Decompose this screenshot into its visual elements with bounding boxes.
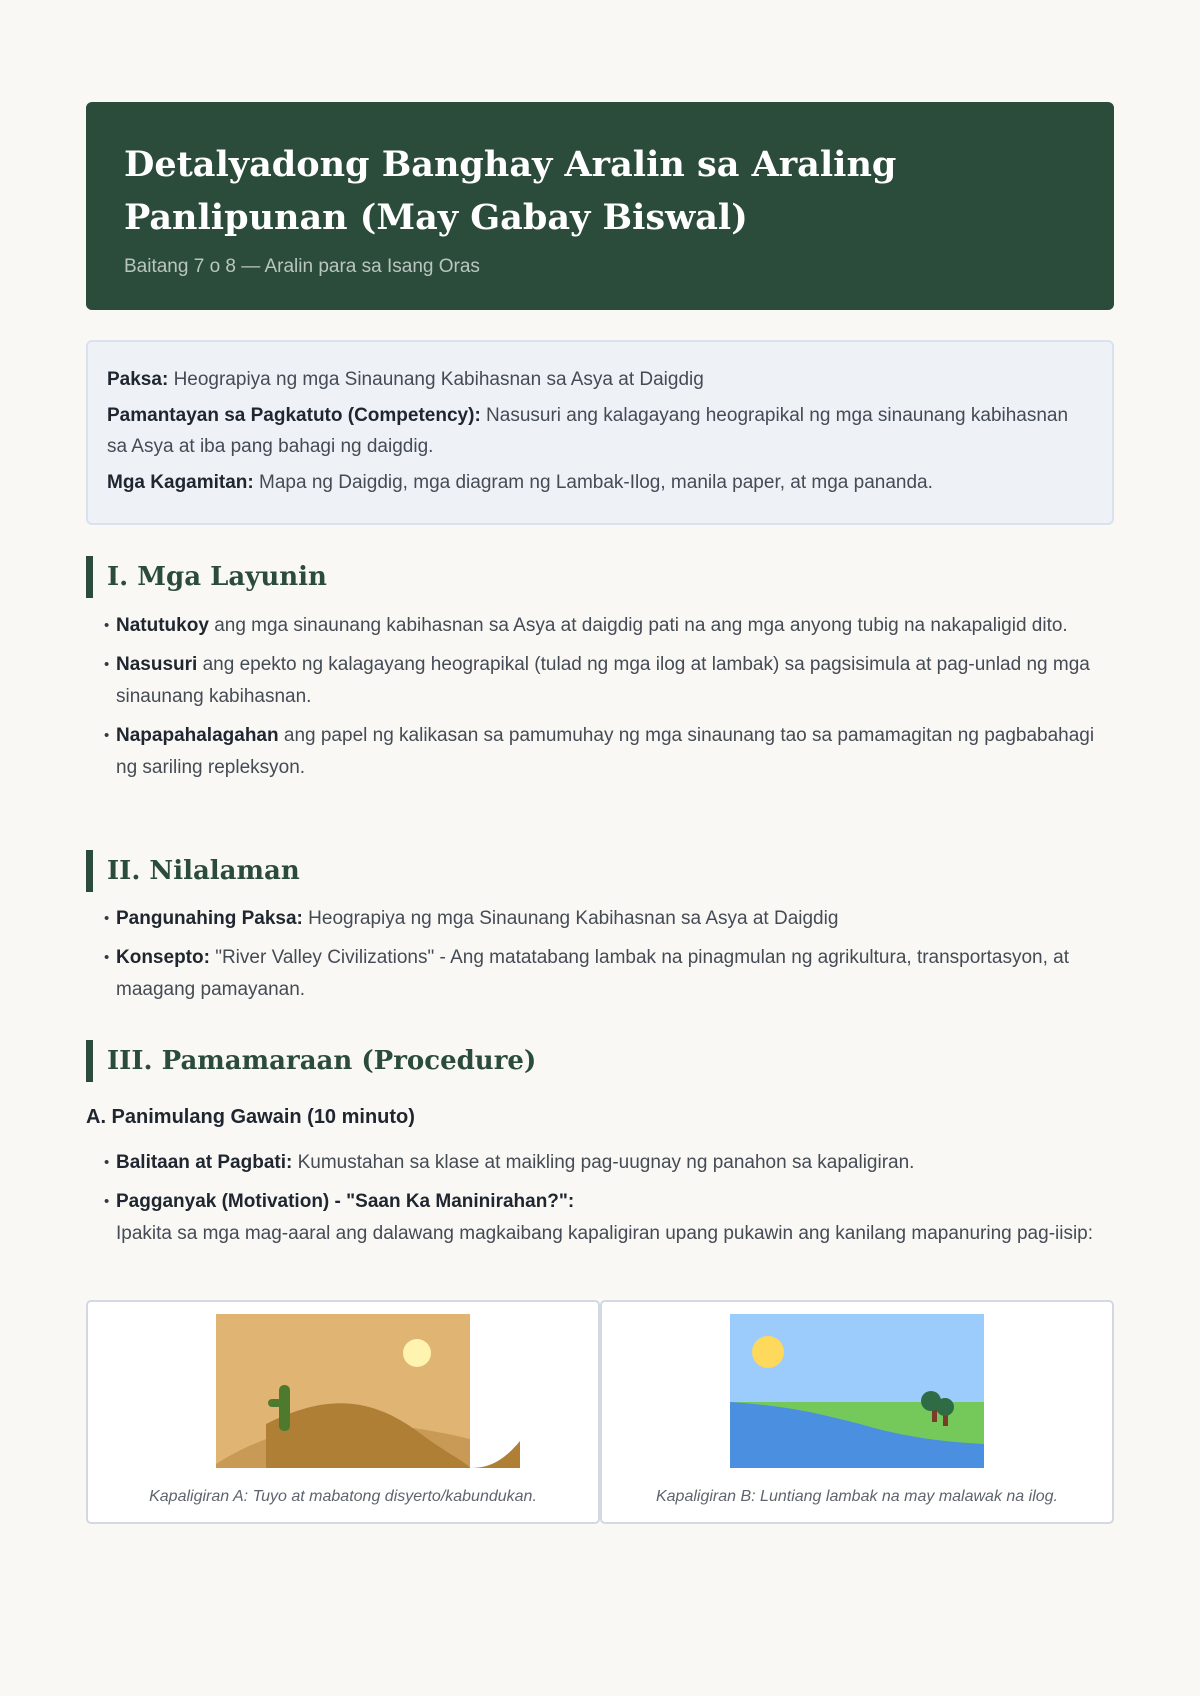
desert-spill-dune [470, 1441, 520, 1468]
image-caption-a: Kapaligiran A: Tuyo at mabatong disyerto/kabundukan. [149, 1488, 537, 1505]
list-item [104, 649, 1114, 713]
list-item-bold: Napapahalagahan [116, 725, 279, 746]
page-subtitle: Baitang 7 o 8 — Aralin para sa Isang Oras [124, 256, 480, 277]
image-card-desert [86, 1300, 600, 1524]
desert-illustration [216, 1314, 520, 1470]
list-item-bold: Natutukoy [116, 615, 209, 636]
info-kagamitan-label: Mga Kagamitan: [107, 472, 254, 493]
list-item-text: ang papel ng kalikasan sa pamumuhay ng mga sinaunang tao sa pamamagitan ng pagbabahagi ng sariling repleksyon. [116, 725, 1095, 778]
list-item [104, 1186, 1114, 1250]
list-item [104, 1147, 1114, 1179]
image-caption-b: Kapaligiran B: Luntiang lambak na may malawak na ilog. [655, 1488, 1058, 1505]
info-pamantayan [107, 400, 1092, 462]
info-paksa [107, 364, 1092, 395]
tree-icon [936, 1398, 954, 1416]
list-item [104, 610, 1114, 642]
info-pamantayan-label: Pamantayan sa Pagkatuto (Competency): [107, 405, 481, 426]
cactus-arm [268, 1399, 282, 1407]
info-paksa-value: Heograpiya ng mga Sinaunang Kabihasnan sa Asya at Daigdig [173, 369, 704, 390]
page-title: Detalyadong Banghay Aralin sa Araling Panlipunan (May Gabay Biswal) [124, 144, 897, 238]
list-item-bold: Pangunahing Paksa: [116, 908, 303, 929]
info-kagamitan-value: Mapa ng Daigdig, mga diagram ng Lambak-Ilog, manila paper, at mga pananda. [259, 472, 933, 493]
section-title-pamamaraan: III. Pamamaraan (Procedure) [86, 1040, 536, 1082]
nilalaman-list [104, 903, 1114, 1013]
section-title-layunin: I. Mga Layunin [86, 556, 327, 598]
lesson-info-box [86, 340, 1114, 525]
cactus-icon [279, 1385, 290, 1431]
list-item-bold: Balitaan at Pagbati: [116, 1152, 293, 1173]
info-paksa-label: Paksa: [107, 369, 169, 390]
valley-illustration [730, 1314, 984, 1468]
list-item [104, 942, 1114, 1006]
section-title-nilalaman: II. Nilalaman [86, 850, 300, 892]
pamamaraan-list [104, 1147, 1114, 1257]
image-card-valley [600, 1300, 1114, 1524]
list-item-text: Ipakita sa mga mag-aaral ang dalawang magkaibang kapaligiran upang pukawin ang kanilang mapanuring pag-iisip: [116, 1223, 1094, 1244]
header-banner [86, 102, 1114, 310]
list-item-bold: Konsepto: [116, 947, 210, 968]
info-kagamitan [107, 467, 1092, 498]
list-item-text: Kumustahan sa klase at maikling pag-uugnay ng panahon sa kapaligiran. [297, 1152, 915, 1173]
list-item-text: "River Valley Civilizations" - Ang matatabang lambak na pinagmulan ng agrikultura, transportasyon, at maagang pamayanan. [116, 947, 1070, 1000]
sun-icon [752, 1336, 784, 1368]
list-item-bold: Nasusuri [116, 654, 198, 675]
list-item-text: ang epekto ng kalagayang heograpikal (tulad ng mga ilog at lambak) sa pagsisimula at pag-unlad ng mga sinaunang kabihasnan. [116, 654, 1090, 707]
sun-icon [403, 1339, 431, 1367]
layunin-list [104, 610, 1114, 791]
list-item [104, 903, 1114, 935]
info-pamantayan-value: Nasusuri ang kalagayang heograpikal ng mga sinaunang kabihasnan sa Asya at iba pang bahagi ng daigdig. [107, 405, 1069, 457]
list-item-text: ang mga sinaunang kabihasnan sa Asya at daigdig pati na ang mga anyong tubig na nakapaligid dito. [214, 615, 1068, 636]
list-item [104, 720, 1114, 784]
list-item-bold: Pagganyak (Motivation) - "Saan Ka Maninirahan?": [116, 1191, 575, 1212]
list-item-text: Heograpiya ng mga Sinaunang Kabihasnan sa Asya at Daigdig [308, 908, 839, 929]
subsection-title-panimulang-gawain: A. Panimulang Gawain (10 minuto) [86, 1106, 415, 1128]
